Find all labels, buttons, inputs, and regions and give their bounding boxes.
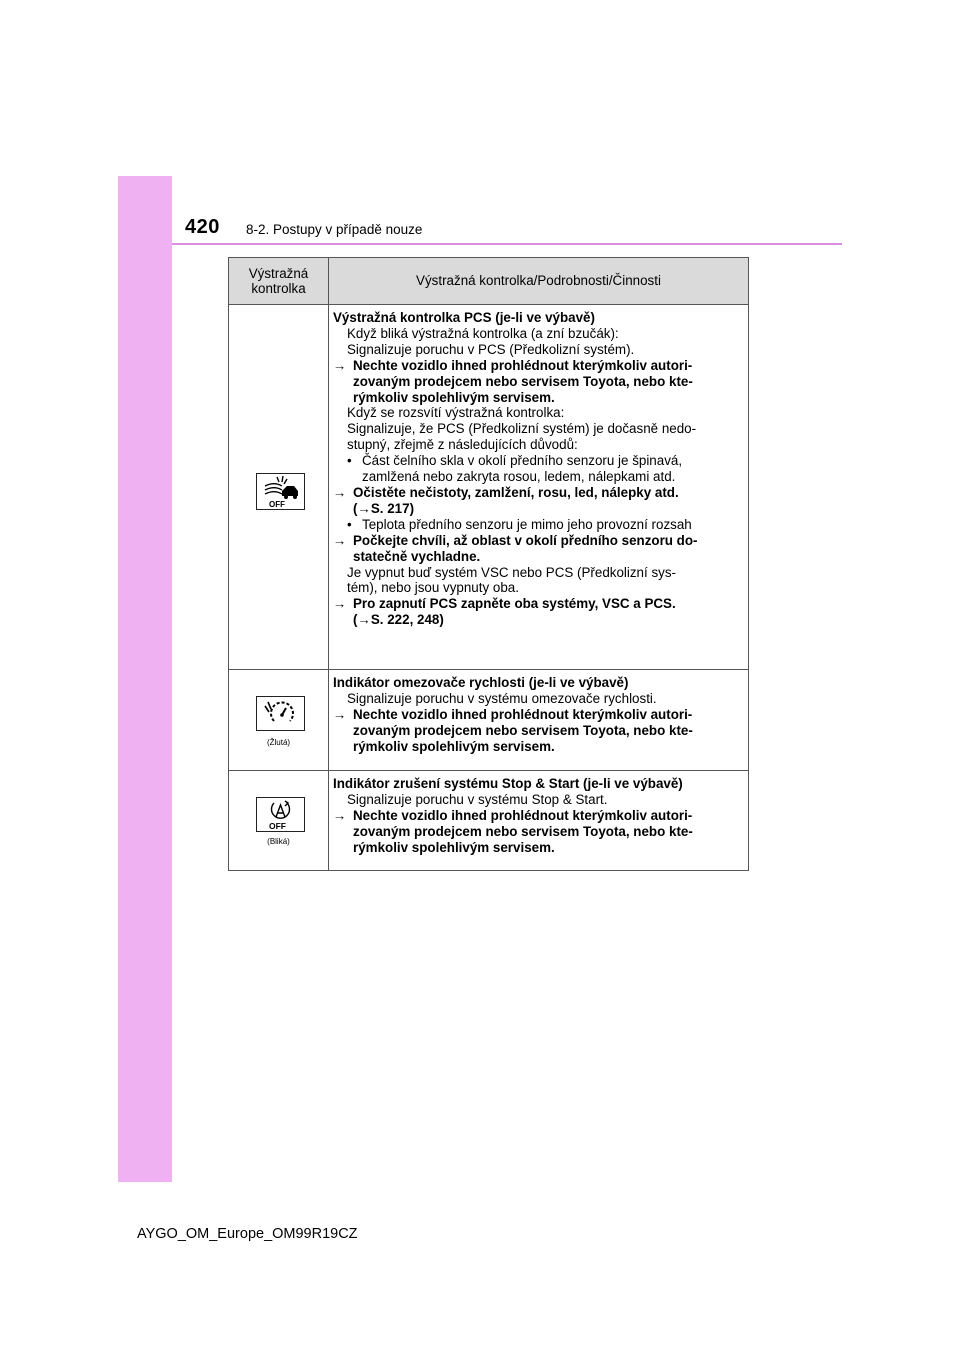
bullet-text: Část čelního skla v okolí předního senzoru je špinavá, (362, 453, 683, 469)
page-reference: (→S. 222, 248) (353, 612, 444, 628)
arrow-icon: → (333, 706, 347, 722)
action-text: rýmkoliv spolehlivým servisem. (353, 738, 555, 754)
description-text: Signalizuje poruchu v systému omezovače rychlosti. (347, 690, 657, 706)
action-text: Pro zapnutí PCS zapněte oba systémy, VSC a PCS. (353, 596, 676, 612)
page-reference: (→S. 217) (353, 500, 415, 516)
action-line (333, 596, 744, 612)
condition-text: Když bliká výstražná kontrolka (a zní bzučák): (347, 325, 619, 341)
pcs-off-icon (256, 473, 305, 510)
stop-start-off-icon (256, 797, 305, 832)
action-text: Nechte vozidlo ihned prohlédnout kterýmkoliv autori- (353, 706, 693, 722)
icon-off-label: OFF (269, 500, 285, 509)
page-number: 420 (185, 216, 220, 238)
arrow-icon: → (333, 596, 347, 612)
bullet-icon: • (347, 516, 352, 532)
description-text: Signalizuje, že PCS (Předkolizní systém) je dočasně nedo- (347, 421, 697, 437)
action-line (333, 808, 744, 824)
table-row-pcs (229, 304, 748, 669)
column-header-line: Výstražná (248, 265, 309, 281)
action-text: Očistěte nečistoty, zamlžení, rosu, led, nálepky atd. (353, 484, 679, 500)
action-text: zovaným prodejcem nebo servisem Toyota, nebo kte- (353, 373, 693, 389)
column-header-warning-light (229, 258, 329, 304)
action-line (333, 485, 744, 501)
stop-start-off-icon-graphic (257, 798, 304, 831)
table-header-row (229, 258, 748, 304)
description-text: Signalizuje poruchu v systému Stop & Start. (347, 791, 608, 807)
section-title: 8-2. Postupy v případě nouze (246, 222, 423, 237)
description-text: stupný, zřejmě z následujících důvodů: (347, 437, 578, 453)
warning-light-table (228, 257, 749, 871)
arrow-icon: → (333, 807, 347, 823)
icon-state-caption: (Bliká) (267, 837, 290, 846)
pcs-off-icon-graphic (257, 474, 304, 509)
arrow-icon: → (333, 484, 347, 500)
action-text: Nechte vozidlo ihned prohlédnout kterýmkoliv autori- (353, 807, 693, 823)
details-cell (329, 771, 748, 870)
bullet-item (333, 453, 744, 469)
description-text: Signalizuje poruchu v PCS (Předkolizní systém). (347, 341, 635, 357)
action-text: Počkejte chvíli, až oblast v okolí předního senzoru do- (353, 532, 698, 548)
action-line (333, 707, 744, 723)
action-text: zovaným prodejcem nebo servisem Toyota, nebo kte- (353, 823, 693, 839)
header-divider (172, 243, 842, 245)
action-text: zovaným prodejcem nebo servisem Toyota, nebo kte- (353, 722, 693, 738)
icon-cell (229, 670, 329, 770)
row-title: Indikátor omezovače rychlosti (je-li ve výbavě) (333, 675, 629, 690)
row-title: Indikátor zrušení systému Stop & Start (je-li ve výbavě) (333, 776, 683, 791)
action-text: rýmkoliv spolehlivým servisem. (353, 839, 555, 855)
icon-cell (229, 305, 329, 669)
table-row-speed-limiter (229, 669, 748, 770)
bullet-text: zamlžená nebo zakryta rosou, ledem, nálepkami atd. (362, 469, 676, 485)
condition-text: Když se rozsvítí výstražná kontrolka: (347, 405, 565, 421)
speed-limiter-icon-graphic (257, 697, 304, 730)
column-header-details: Výstražná kontrolka/Podrobnosti/Činnosti (416, 273, 661, 289)
bullet-icon: • (347, 453, 352, 469)
arrow-icon: → (333, 532, 347, 548)
column-header-line: kontrolka (251, 281, 306, 296)
action-text: rýmkoliv spolehlivým servisem. (353, 389, 555, 405)
condition-text: Je vypnut buď systém VSC nebo PCS (Předkolizní sys- (347, 564, 676, 580)
action-line (333, 533, 744, 549)
document-code: AYGO_OM_Europe_OM99R19CZ (137, 1226, 358, 1242)
action-line (333, 358, 744, 374)
details-cell (329, 670, 748, 770)
details-cell (329, 305, 748, 669)
arrow-icon: → (333, 357, 347, 373)
condition-text: tém), nebo jsou vypnuty oba. (347, 580, 519, 596)
icon-cell (229, 771, 329, 870)
icon-off-label: OFF (269, 821, 286, 831)
speed-limiter-icon (256, 696, 305, 731)
icon-color-caption: (Žlutá) (266, 738, 291, 747)
bullet-text: Teplota předního senzoru je mimo jeho provozní rozsah (362, 516, 692, 532)
section-color-band (118, 176, 172, 1182)
action-text: statečně vychladne. (353, 548, 481, 564)
row-title: Výstražná kontrolka PCS (je-li ve výbavě) (333, 310, 595, 325)
action-text: Nechte vozidlo ihned prohlédnout kterýmkoliv autori- (353, 357, 693, 373)
bullet-item (333, 517, 744, 533)
table-row-stop-start (229, 770, 748, 870)
